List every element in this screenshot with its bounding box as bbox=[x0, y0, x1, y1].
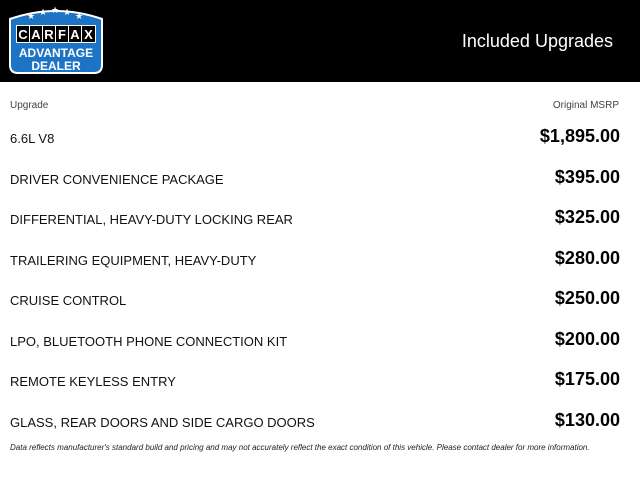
upgrade-name: 6.6L V8 bbox=[10, 131, 55, 146]
table-row bbox=[0, 203, 640, 233]
disclaimer-text: Data reflects manufacturer's standard build and pricing and may not accurately reflect the exact condition of this vehicle. Please contact dealer for more information. bbox=[10, 443, 590, 452]
table-row bbox=[0, 365, 640, 395]
upgrade-price: $325.00 bbox=[554, 207, 620, 227]
svg-text:★: ★ bbox=[51, 6, 60, 16]
table-row bbox=[0, 325, 640, 355]
upgrade-price: $175.00 bbox=[554, 369, 620, 389]
logo-letter: C bbox=[18, 27, 28, 42]
table-row bbox=[0, 244, 640, 274]
logo-letter: X bbox=[84, 27, 93, 42]
upgrade-price: $395.00 bbox=[554, 167, 620, 187]
logo-letter: A bbox=[31, 27, 41, 42]
upgrade-price: $280.00 bbox=[554, 248, 620, 268]
carfax-advantage-dealer-logo bbox=[6, 5, 106, 77]
upgrade-name: GLASS, REAR DOORS AND SIDE CARGO DOORS bbox=[10, 415, 315, 430]
logo-letter: A bbox=[70, 27, 80, 42]
carfax-logo-graphic bbox=[6, 5, 106, 77]
column-header-upgrade: Upgrade bbox=[10, 100, 49, 111]
upgrade-price: $200.00 bbox=[554, 329, 620, 349]
svg-text:★: ★ bbox=[39, 8, 48, 18]
upgrade-price: $250.00 bbox=[554, 288, 620, 308]
logo-line2: DEALER bbox=[31, 59, 81, 73]
logo-letter: R bbox=[44, 27, 54, 42]
upgrade-name: LPO, BLUETOOTH PHONE CONNECTION KIT bbox=[10, 334, 288, 349]
upgrade-price: $130.00 bbox=[554, 410, 620, 430]
upgrade-name: DIFFERENTIAL, HEAVY-DUTY LOCKING REAR bbox=[10, 212, 293, 227]
header bbox=[0, 0, 640, 82]
svg-text:★: ★ bbox=[75, 12, 84, 22]
svg-text:★: ★ bbox=[63, 8, 72, 18]
svg-text:★: ★ bbox=[27, 12, 36, 22]
upgrade-name: TRAILERING EQUIPMENT, HEAVY-DUTY bbox=[10, 253, 257, 268]
upgrade-name: CRUISE CONTROL bbox=[10, 293, 127, 308]
upgrade-name: DRIVER CONVENIENCE PACKAGE bbox=[10, 172, 224, 187]
table-row bbox=[0, 163, 640, 193]
column-header-msrp: Original MSRP bbox=[552, 100, 619, 111]
table-row bbox=[0, 406, 640, 436]
table-row bbox=[0, 122, 640, 152]
upgrade-price: $1,895.00 bbox=[539, 126, 620, 146]
logo-line1: ADVANTAGE bbox=[18, 46, 94, 60]
page-title: Included Upgrades bbox=[461, 31, 613, 51]
upgrade-name: REMOTE KEYLESS ENTRY bbox=[10, 374, 176, 389]
table-row bbox=[0, 284, 640, 314]
logo-letter: F bbox=[58, 27, 66, 42]
